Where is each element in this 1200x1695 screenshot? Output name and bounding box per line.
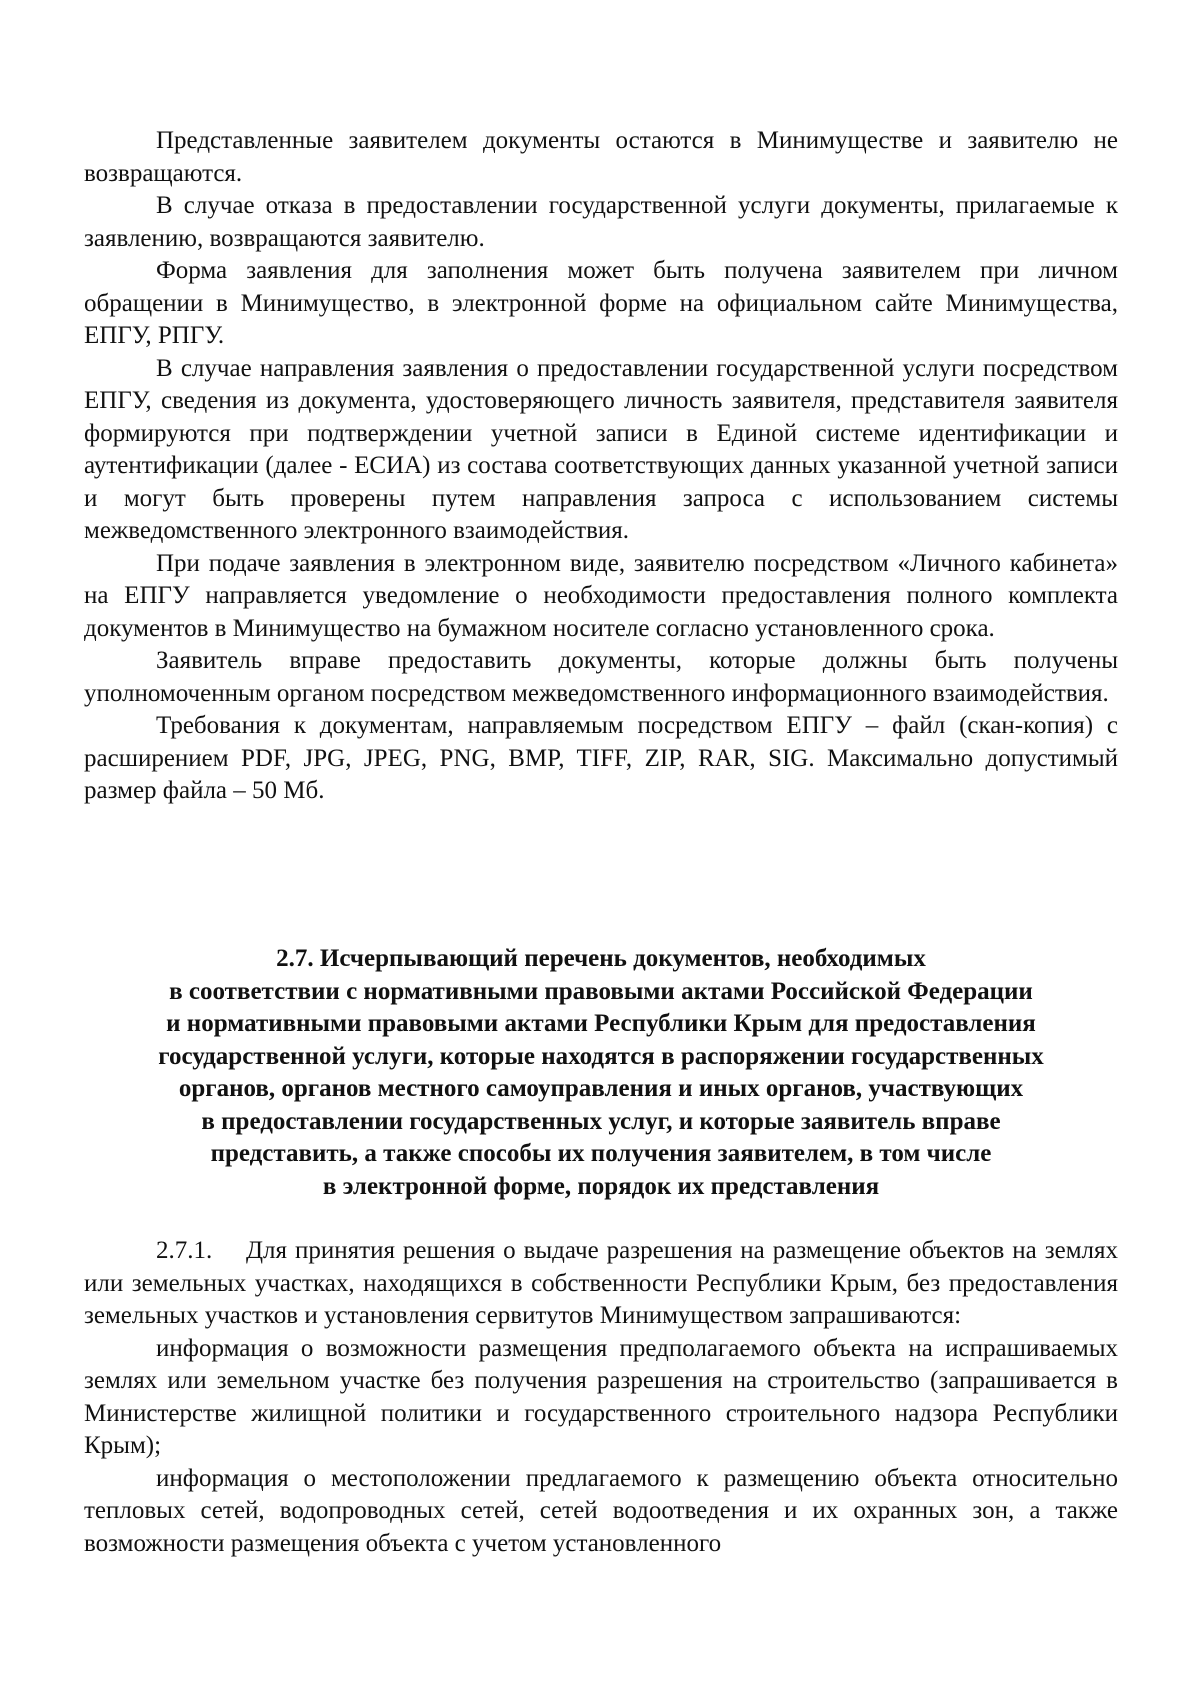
clause-2-7-1 bbox=[84, 1235, 1118, 1333]
paragraph-epgu-identity: В случае направления заявления о предоставлении государственной услуги посредством ЕПГУ, сведения из документа, удостоверяющего личность заявителя, представителя заявителя формируются при подтверждении учетной записи в Единой системе идентификации и аутентификации (далее - ЕСИА) из состава соответствующих данных указанной учетной записи и могут быть проверены путем направления запроса с использованием системы межведомственного электронного взаимодействия. bbox=[84, 354, 1118, 544]
heading-line: органов, органов местного самоуправления и иных органов, участвующих bbox=[178, 1075, 1024, 1102]
heading-line: и нормативными правовыми актами Республики Крым для предоставления bbox=[166, 1010, 1036, 1037]
heading-line: государственной услуги, которые находятся в распоряжении государственных bbox=[158, 1042, 1044, 1070]
heading-line: в соответствии с нормативными правовыми актами Российской Федерации bbox=[169, 977, 1033, 1005]
text-section-bottom bbox=[84, 1235, 1118, 1560]
paragraph-electronic-submission: При подаче заявления в электронном виде, заявителю посредством «Личного кабинета» на ЕПГУ направляется уведомление о необходимости предоставления полного комплекта документов в Минимущество на бумажном носителе согласно установленного срока. bbox=[84, 549, 1118, 642]
paragraph-applicant-right: Заявитель вправе предоставить документы, которые должны быть получены уполномоченным органом посредством межведомственного информационного взаимодействия. bbox=[84, 647, 1118, 707]
clause-number: 2.7.1. bbox=[156, 1237, 213, 1264]
paragraph-documents-retained: Представленные заявителем документы остаются в Минимуществе и заявителю не возвращаются. bbox=[84, 127, 1118, 187]
heading-line: в электронной форме, порядок их представления bbox=[322, 1172, 880, 1200]
paragraph-placement-info: информация о возможности размещения предполагаемого объекта на испрашиваемых землях или земельном участке без получения разрешения на строительство (запрашивается в Министерстве жилищной политики и государственного строительного надзора Республики Крым); bbox=[84, 1334, 1118, 1459]
paragraph-refusal-return: В случае отказа в предоставлении государственной услуги документы, прилагаемые к заявлению, возвращаются заявителю. bbox=[84, 192, 1118, 252]
section-heading-2-7 bbox=[84, 943, 1118, 1203]
heading-line: в предоставлении государственных услуг, и которые заявитель вправе bbox=[201, 1107, 1001, 1135]
paragraph-location-info: информация о местоположении предлагаемого к размещению объекта относительно тепловых сетей, водопроводных сетей, сетей водоотведения и их охранных зон, а также возможности размещения объекта с учетом установленного bbox=[84, 1464, 1118, 1557]
paragraph-application-form: Форма заявления для заполнения может быть получена заявителем при личном обращении в Минимущество, в электронной форме на официальном сайте Минимущества, ЕПГУ, РПГУ. bbox=[84, 257, 1118, 349]
text-section-top bbox=[84, 125, 1118, 808]
paragraph-file-requirements: Требования к документам, направляемым посредством ЕПГУ – файл (скан-копия) с расширением PDF, JPG, JPEG, PNG, BMP, TIFF, ZIP, RAR, SIG. Максимально допустимый размер файла – 50 Мб. bbox=[84, 712, 1118, 804]
heading-line: представить, а также способы их получения заявителем, в том числе bbox=[210, 1140, 992, 1167]
clause-text: Для принятия решения о выдаче разрешения на размещение объектов на землях или земельных участках, находящихся в собственности Республики Крым, без предоставления земельных участков и установления сервитутов Минимуществом запрашиваются: bbox=[84, 1237, 1118, 1329]
heading-line: 2.7. Исчерпывающий перечень документов, необходимых bbox=[276, 945, 926, 972]
